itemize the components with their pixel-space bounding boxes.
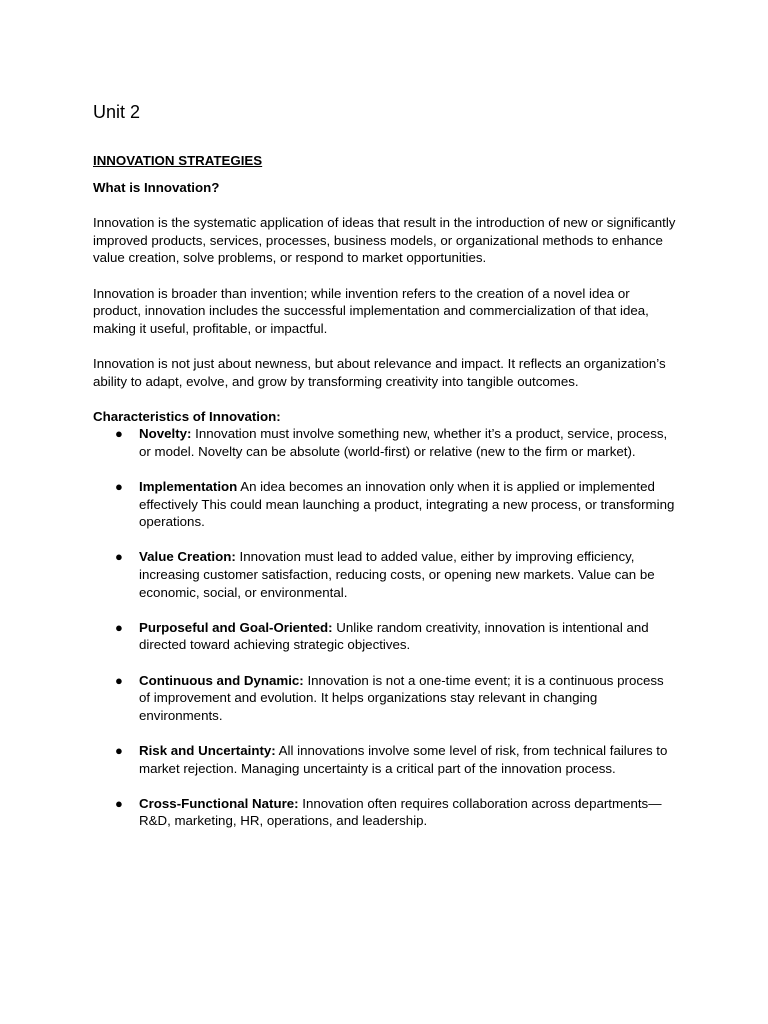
bullet-icon: ● [115, 619, 123, 635]
list-item-term: Implementation [139, 479, 238, 495]
list-item-text: Innovation must involve something new, whether it’s a product, service, process, or model. Novelty can be absolute (world-first) or relative (new to the firm or market). [139, 426, 668, 459]
bullet-icon: ● [115, 743, 123, 758]
list-item-term: Novelty: [139, 426, 192, 442]
list-item-term: Purposeful and Goal-Oriented: [139, 619, 333, 635]
bullet-icon: ● [115, 795, 123, 811]
list-item [115, 425, 678, 460]
list-item [115, 795, 678, 830]
bullet-icon: ● [115, 549, 123, 565]
list-item-term: Continuous and Dynamic: [139, 672, 304, 688]
unit-title: Unit 2 [93, 102, 141, 122]
list-item [115, 548, 678, 601]
document-body [93, 179, 678, 848]
list-item-text: Innovation often requires collaboration across departments—R&D, marketing, HR, operations, and leadership. [139, 795, 662, 829]
list-item-text: Innovation is not a one-time event; it is a continuous process of improvement and evolution. It helps organizations stay relevant in changing environments. [139, 672, 664, 723]
list-item [115, 672, 678, 725]
paragraph: Innovation is the systematic application of ideas that result in the introduction of new or significantly improved products, services, processes, business models, or organizational methods to enhance value creation, solve problems, or respond to market opportunities. [93, 215, 676, 266]
list-item [115, 742, 678, 777]
section-title: INNOVATION STRATEGIES [93, 153, 263, 168]
list-item-text: All innovations involve some level of risk, from technical failures to market rejection. Managing uncertainty is a critical part of the innovation process. [139, 743, 668, 776]
list-item-term: Risk and Uncertainty: [139, 743, 276, 758]
what-is-innovation-heading: What is Innovation? [93, 180, 220, 195]
paragraph: Innovation is broader than invention; while invention refers to the creation of a novel idea or product, innovation includes the successful implementation and commercialization of that idea, making it useful, profitable, or impactful. [93, 285, 649, 336]
characteristics-heading: Characteristics of Innovation: [93, 408, 281, 424]
bullet-icon: ● [115, 672, 123, 688]
paragraph: Innovation is not just about newness, but about relevance and impact. It reflects an organization’s ability to adapt, evolve, and grow by transforming creativity into tangible outcomes. [93, 355, 666, 389]
bullet-icon: ● [115, 479, 123, 495]
list-item-term: Cross-Functional Nature: [139, 795, 299, 811]
list-item-term: Value Creation: [139, 549, 236, 565]
characteristics-list [93, 425, 678, 830]
list-item-text: Unlike random creativity, innovation is intentional and directed toward achieving strategic objectives. [139, 619, 649, 653]
list-item-text: An idea becomes an innovation only when it is applied or implemented effectively This could mean launching a product, integrating a new process, or transforming operations. [139, 479, 675, 530]
list-item [115, 619, 678, 654]
bullet-icon: ● [115, 426, 123, 442]
list-item-text: Innovation must lead to added value, either by improving efficiency, increasing customer satisfaction, reducing costs, or opening new markets. Value can be economic, social, or environmental. [139, 549, 655, 600]
list-item [115, 478, 678, 531]
